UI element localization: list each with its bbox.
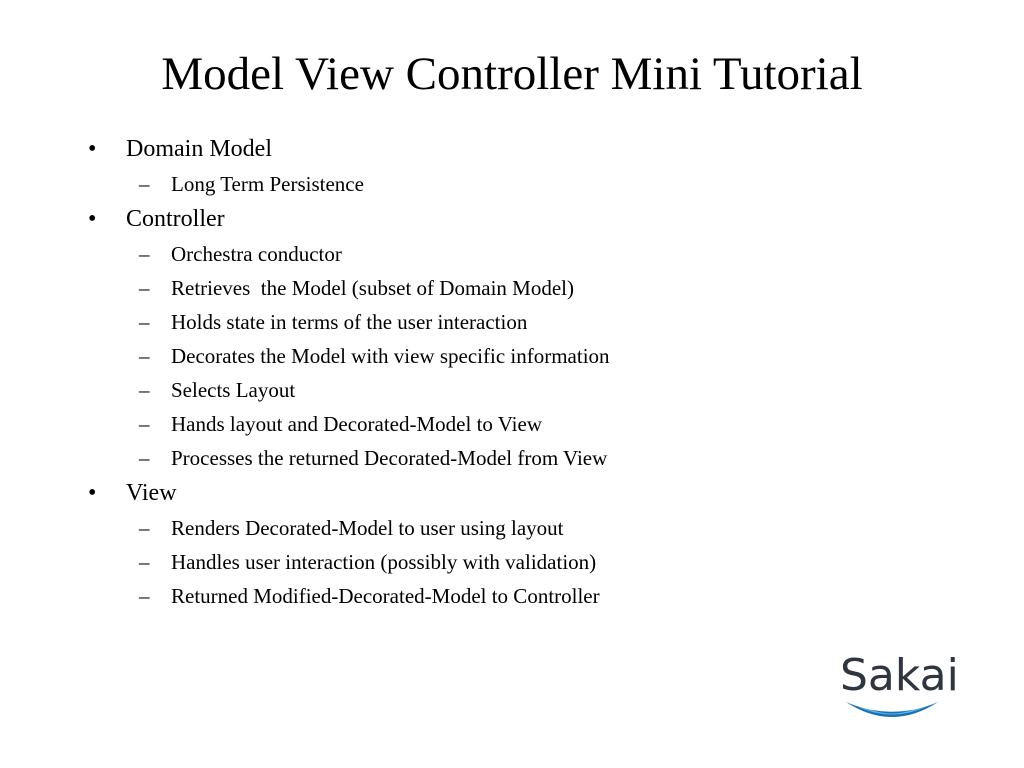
sub-bullet-item (0, 407, 900, 441)
bullet-marker: • (88, 480, 97, 506)
sub-bullet-item (0, 167, 900, 201)
sub-bullet-item (0, 339, 900, 373)
sub-bullet-item (0, 511, 900, 545)
sub-bullet-marker: – (139, 378, 150, 402)
sub-bullet-marker: – (139, 446, 150, 470)
ripple-outer (846, 702, 938, 717)
sub-bullet-text: Decorates the Model with view specific information (171, 344, 610, 368)
sub-bullet-item (0, 271, 900, 305)
sub-bullet-text: Returned Modified-Decorated-Model to Controller (171, 584, 600, 608)
sub-bullet-text: Selects Layout (171, 378, 296, 402)
sub-bullet-item (0, 579, 900, 613)
bullet-item (0, 132, 900, 167)
sub-bullet-text: Holds state in terms of the user interaction (171, 310, 528, 334)
bullet-item (0, 202, 900, 237)
sub-bullet-text: Processes the returned Decorated-Model from View (171, 446, 608, 470)
sub-bullet-marker: – (139, 242, 150, 266)
sakai-logo (832, 650, 959, 725)
bullet-marker: • (88, 136, 97, 162)
sub-bullet-item (0, 373, 900, 407)
sub-bullet-marker: – (139, 310, 150, 334)
sub-bullet-text: Hands layout and Decorated-Model to View (171, 412, 542, 436)
bullet-list (0, 131, 900, 613)
bullet-item (0, 476, 900, 511)
bullet-marker: • (88, 206, 97, 232)
bullet-label: Domain Model (126, 136, 272, 162)
slide-title: Model View Controller Mini Tutorial (161, 48, 863, 100)
sub-bullet-marker: – (139, 172, 150, 196)
sub-bullet-marker: – (139, 550, 150, 574)
water-ripple-icon (832, 650, 952, 725)
sub-bullet-item (0, 545, 900, 579)
sub-bullet-marker: – (139, 344, 150, 368)
logo-text: Sakai (840, 650, 959, 701)
bullet-label: Controller (126, 206, 225, 232)
sub-bullet-item (0, 305, 900, 339)
sub-bullet-text: Retrieves the Model (subset of Domain Model) (171, 276, 574, 300)
sub-bullet-item (0, 237, 900, 271)
sub-bullet-text: Orchestra conductor (171, 242, 342, 266)
sub-bullet-text: Handles user interaction (possibly with validation) (171, 550, 597, 574)
sub-bullet-item (0, 441, 900, 475)
sub-bullet-marker: – (139, 516, 150, 540)
sub-bullet-text: Long Term Persistence (171, 172, 364, 196)
sub-bullet-marker: – (139, 276, 150, 300)
sub-bullet-text: Renders Decorated-Model to user using layout (171, 516, 564, 540)
sub-bullet-marker: – (139, 584, 150, 608)
bullet-label: View (126, 480, 177, 506)
sub-bullet-marker: – (139, 412, 150, 436)
